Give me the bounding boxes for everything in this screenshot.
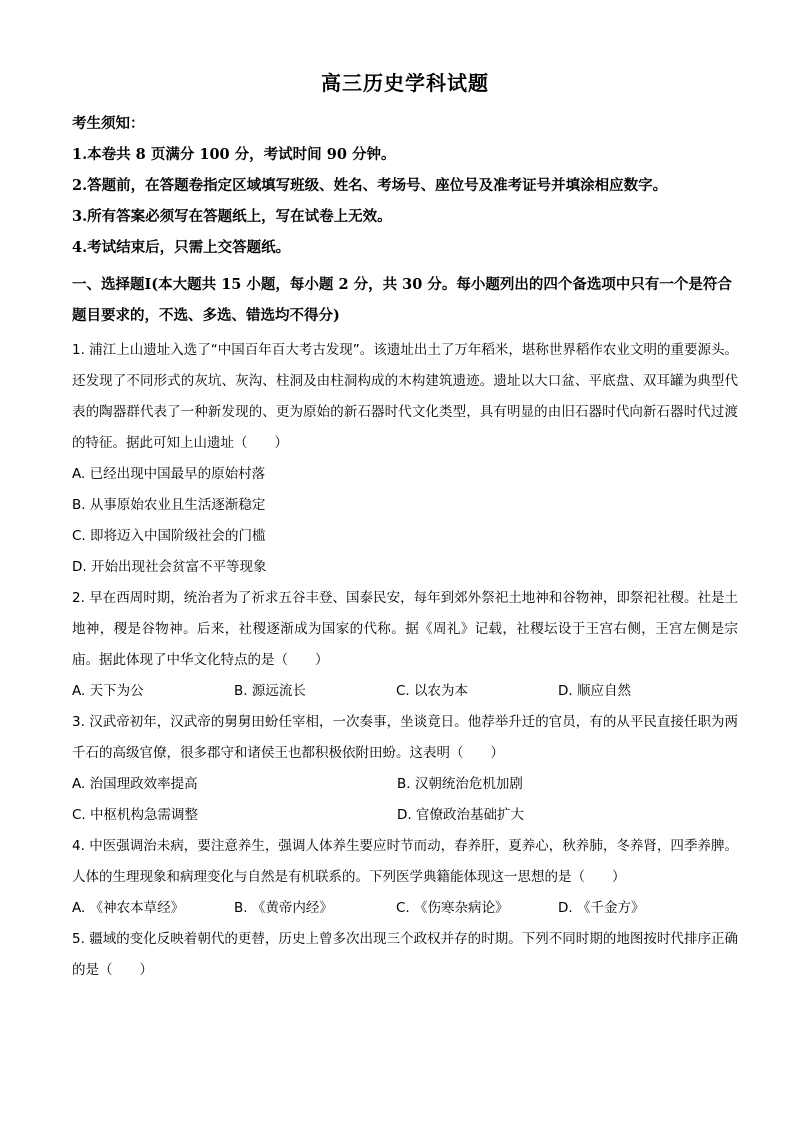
question-options-row-2 xyxy=(72,800,738,831)
question-1 xyxy=(72,335,738,583)
question-options-row-1 xyxy=(72,769,738,800)
exam-title: 高三历史学科试题 xyxy=(321,71,489,95)
option-c: C. 即将迈入中国阶级社会的门槛 xyxy=(72,528,266,544)
option-c: C. 中枢机构急需调整 xyxy=(72,807,199,823)
option-b: B. 从事原始农业且生活逐渐稳定 xyxy=(72,497,266,513)
notice-item-4: 4.考试结束后，只需上交答题纸。 xyxy=(72,239,291,256)
question-options xyxy=(72,459,738,583)
option-b: B. 《黄帝内经》 xyxy=(234,900,333,916)
question-5 xyxy=(72,924,738,986)
section-heading: 一、选择题Ⅰ(本大题共 15 小题，每小题 2 分，共 30 分。每小题列出的四个备选项中只有一个是符合题目要求的，不选、多选、错选均不得分) xyxy=(72,276,732,324)
question-2 xyxy=(72,583,738,707)
option-c: C. 《伤寒杂病论》 xyxy=(396,900,509,916)
option-b: B. 汉朝统治危机加剧 xyxy=(397,776,523,792)
option-a: A. 治国理政效率提高 xyxy=(72,776,198,792)
option-c: C. 以农为本 xyxy=(396,683,469,699)
option-d: D. 《千金方》 xyxy=(558,900,645,916)
question-options xyxy=(72,676,738,707)
option-a: A. 天下为公 xyxy=(72,683,144,699)
notice-item-3: 3.所有答案必须写在答题纸上，写在试卷上无效。 xyxy=(72,208,392,225)
question-stem: 4. 中医强调治未病，要注意养生，强调人体养生要应时节而动，春养肝，夏养心，秋养肺，冬养肾，四季养脾。人体的生理现象和病理变化与自然是有机联系的。下列医学典籍能体现这一思想的是（ ） xyxy=(72,838,738,885)
option-a: A. 《神农本草经》 xyxy=(72,900,185,916)
question-options xyxy=(72,893,738,924)
question-stem: 3. 汉武帝初年，汉武帝的舅舅田蚡任宰相，一次奏事，坐谈竟日。他荐举升迁的官员，有的从平民直接任职为两千石的高级官僚，很多郡守和诸侯王也都积极依附田蚡。这表明（ ） xyxy=(72,714,738,761)
option-b: B. 源远流长 xyxy=(234,683,306,699)
question-4 xyxy=(72,831,738,924)
option-d: D. 顺应自然 xyxy=(558,683,631,699)
notice-item-1: 1.本卷共 8 页满分 100 分，考试时间 90 分钟。 xyxy=(72,146,396,163)
question-stem: 2. 早在西周时期，统治者为了祈求五谷丰登、国泰民安，每年到郊外祭祀土地神和谷物神，即祭祀社稷。社是土地神，稷是谷物神。后来，社稷逐渐成为国家的代称。据《周礼》记载，社稷坛设于王宫右侧，王宫左侧是宗庙。据此体现了中华文化特点的是（ ） xyxy=(72,590,738,668)
notice-heading: 考生须知： xyxy=(72,115,145,132)
notice-item-2: 2.答题前，在答题卷指定区域填写班级、姓名、考场号、座位号及准考证号并填涂相应数字。 xyxy=(72,177,668,194)
question-stem: 5. 疆域的变化反映着朝代的更替，历史上曾多次出现三个政权并存的时期。下列不同时期的地图按时代排序正确的是（ ） xyxy=(72,931,738,978)
option-d: D. 官僚政治基础扩大 xyxy=(397,807,524,823)
question-stem: 1. 浦江上山遗址入选了“中国百年百大考古发现”。该遗址出土了万年稻米，堪称世界稻作农业文明的重要源头。还发现了不同形式的灰坑、灰沟、柱洞及由柱洞构成的木构建筑遗迹。遗址以大口盆、平底盘、双耳罐为典型代表的陶器群代表了一种新发现的、更为原始的新石器时代文化类型，具有明显的由旧石器时代向新石器时代过渡的特征。据此可知上山遗址（ ） xyxy=(72,342,738,451)
option-a: A. 已经出现中国最早的原始村落 xyxy=(72,466,266,482)
option-d: D. 开始出现社会贫富不平等现象 xyxy=(72,559,267,575)
question-3 xyxy=(72,707,738,831)
